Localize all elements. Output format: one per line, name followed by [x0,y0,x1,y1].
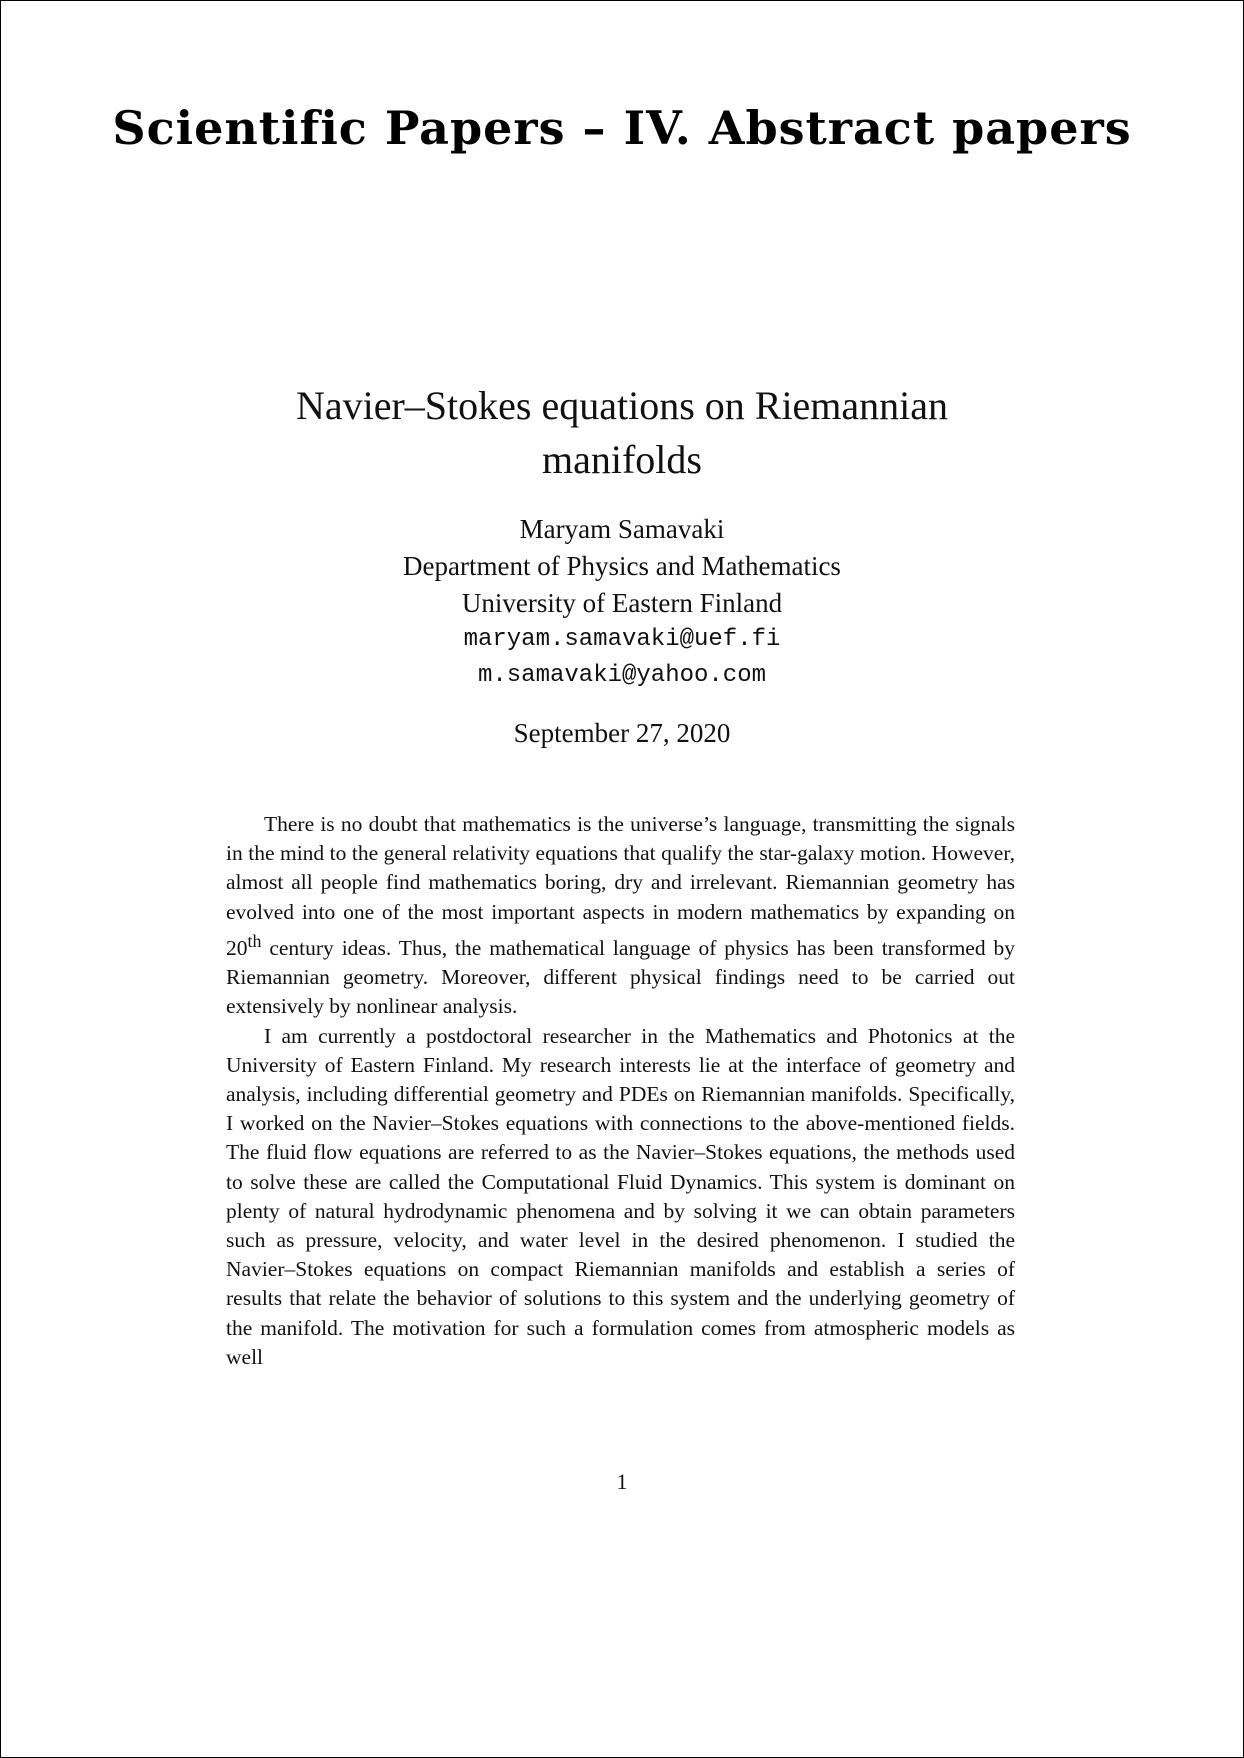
paragraph-1-text-a: There is no doubt that mathematics is the universe’s language, transmitting the signals in the mind to the general relativity equations that qualify the star-galaxy motion. However, almost all people find mathematics boring, dry and irrelevant. Riemannian geometry has evolved into one of the most important aspects in modern mathematics by expanding on 20 [226,812,1015,960]
abstract-body [226,810,1015,1372]
paper-title: Navier–Stokes equations on Riemannian manifolds [295,383,949,482]
author-department: Department of Physics and Mathematics [403,551,841,581]
author-name: Maryam Samavaki [519,514,725,544]
paper-date: September 27, 2020 [513,718,731,748]
paragraph-1-text-b: century ideas. Thus, the mathematical language of physics has been transformed by Riemannian geometry. Moreover, different physical findings need to be carried out extensively by nonlinear analysis. [226,935,1015,1019]
page-number: 1 [616,1469,628,1494]
author-block [201,511,1043,694]
author-email-primary: maryam.samavaki@uef.fi [463,626,781,653]
author-university: University of Eastern Finland [461,588,783,618]
author-email-secondary: m.samavaki@yahoo.com [477,662,767,689]
paragraph-2: I am currently a postdoctoral researcher in the Mathematics and Photonics at the University of Eastern Finland. My research interests lie at the interface of geometry and analysis, including differential geometry and PDEs on Riemannian manifolds. Specifically, I worked on the Navier–Stokes equations with connections to the above-mentioned fields. The fluid flow equations are referred to as the Navier–Stokes equations, the methods used to solve these are called the Computational Fluid Dynamics. This system is dominant on plenty of natural hydrodynamic phenomena and by solving it we can obtain parameters such as pressure, velocity, and water level in the desired phenomenon. I studied the Navier–Stokes equations on compact Riemannian manifolds and establish a series of results that relate the behavior of solutions to this system and the underlying geometry of the manifold. The motivation for such a formulation comes from atmospheric models as well [226,1023,1015,1369]
century-superscript: th [247,930,262,951]
paragraph-1 [226,810,1015,1022]
running-header: Scientific Papers – IV. Abstract papers [112,101,1132,155]
